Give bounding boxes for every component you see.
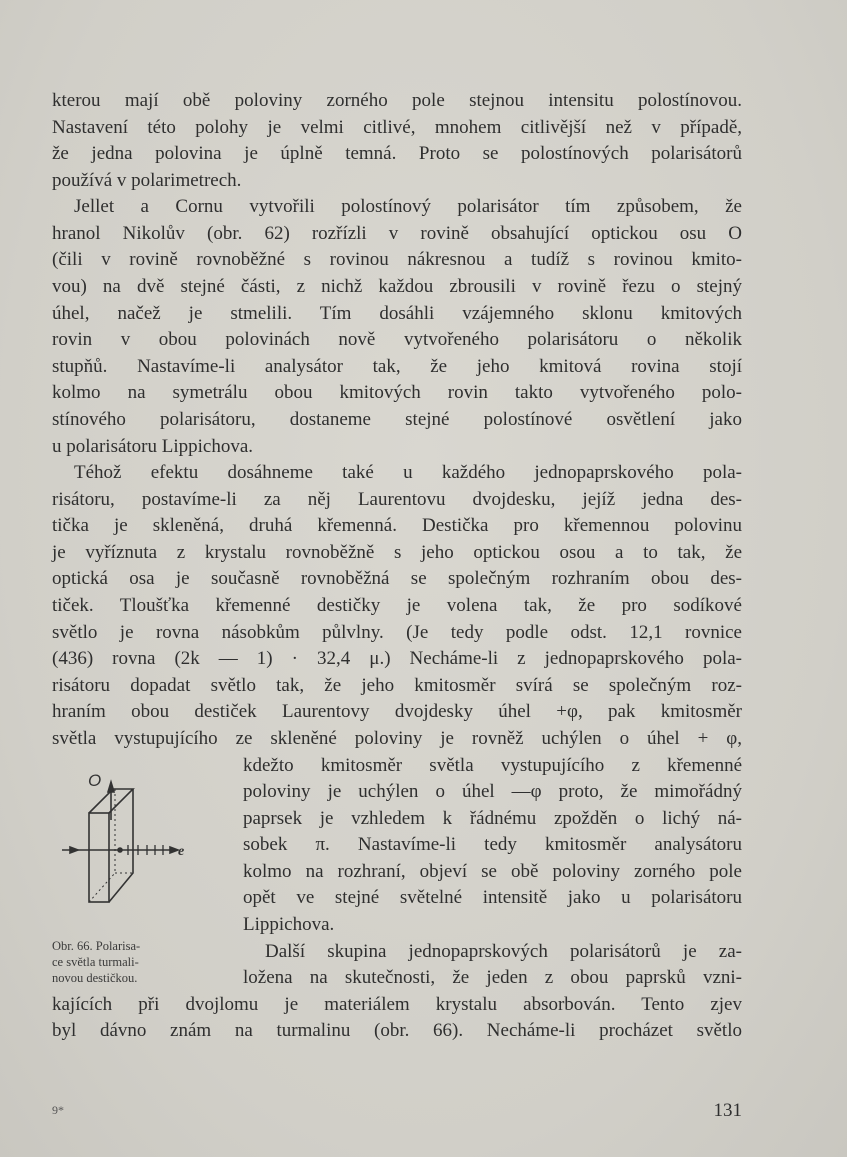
text-line: Další skupina jednopaprskových polarisátorů je za- bbox=[265, 941, 742, 962]
plate-front-face bbox=[89, 813, 109, 902]
caption-line: novou destičkou. bbox=[52, 971, 138, 985]
text-line: vou) na dvě stejné části, z nichž každou zbrousili v rovině řezu o stejný bbox=[52, 276, 742, 297]
text-line: že jedna polovina je úplně temná. Proto se polostínových polarisátorů bbox=[52, 143, 742, 164]
plate-right-face bbox=[109, 789, 133, 902]
text-line: hraním obou destiček Laurentovy dvojdesky úhel +φ, pak kmitosměr bbox=[52, 701, 742, 722]
text-line: světla vystupujícího ze skleněné poloviny je rovněž uchýlen o úhel + φ, bbox=[52, 728, 742, 749]
signature-mark: 9* bbox=[52, 1103, 64, 1117]
text-line: kolmo na rozhraní, objeví se obě poloviny zorného pole bbox=[243, 861, 742, 882]
text-line: byl dávno znám na turmalinu (obr. 66). Necháme-li procházet světlo bbox=[52, 1020, 742, 1041]
text-line: světlo je rovna násobkům půlvlny. (Je tedy podle odst. 12,1 rovnice bbox=[52, 622, 742, 643]
caption-line: ce světla turmali- bbox=[52, 955, 139, 969]
axis-label-o: O bbox=[88, 771, 102, 790]
text-line: stínového polarisátoru, dostaneme stejné polostínové osvětlení jako bbox=[52, 409, 742, 430]
text-line: opět ve stejné světelné intensitě jako u polarisátoru bbox=[243, 887, 742, 908]
text-line: sobek π. Nastavíme-li tedy kmitosměr analysátoru bbox=[243, 834, 742, 855]
text-line: kajících při dvojlomu je materiálem krystalu absorbován. Tento zjev bbox=[52, 994, 742, 1015]
figure-caption bbox=[52, 938, 202, 986]
optic-axis-arrow-icon bbox=[108, 782, 114, 792]
text-line: kolmo na symetrálu obou kmitových rovin takto vytvořeného polo- bbox=[52, 382, 742, 403]
text-line: je vyříznuta z krystalu rovnoběžně s jeho optickou osou a to tak, že bbox=[52, 542, 742, 563]
text-line: stupňů. Nastavíme-li analysátor tak, že jeho kmitová rovina stojí bbox=[52, 356, 742, 377]
text-line: úhel, načež je stmelili. Tím dosáhli vzájemného sklonu kmitových bbox=[52, 303, 742, 324]
text-line: optická osa je současně rovnoběžná se společným rozhraním obou des- bbox=[52, 568, 742, 589]
text-line: Jellet a Cornu vytvořili polostínový polarisátor tím způsobem, že bbox=[74, 196, 742, 217]
axis-label-e: e bbox=[178, 844, 185, 859]
text-line: poloviny je uchýlen o úhel —φ proto, že mimořádný bbox=[243, 781, 742, 802]
text-line: u polarisátoru Lippichova. bbox=[52, 436, 254, 457]
text-line: rovin v obou polovinách nově vytvořeného polarisátoru o několik bbox=[52, 329, 742, 350]
text-line: tička je skleněná, druhá křemenná. Destička pro křemennou polovinu bbox=[52, 515, 742, 536]
text-line: paprsek je vzhledem k řádnému zpožděn o lichý ná- bbox=[243, 808, 742, 829]
text-line: tiček. Tloušťka křemenné destičky je volena tak, že pro sodíkové bbox=[52, 595, 742, 616]
text-line: Lippichova. bbox=[243, 914, 335, 935]
text-line: hranol Nikolův (obr. 62) rozřízli v rovině obsahující optickou osu O bbox=[52, 223, 742, 244]
page-number: 131 bbox=[713, 1100, 742, 1121]
text-line: Nastavení této polohy je velmi citlivé, mnohem citlivější než v případě, bbox=[52, 117, 742, 138]
text-line: risátoru, postavíme-li za něj Laurentovu dvojdesku, jejíž jedna des- bbox=[52, 489, 742, 510]
text-line: (436) rovna (2k — 1) · 32,4 μ.) Necháme-li z jednopaprskového pola- bbox=[52, 648, 742, 669]
ray-arrow-icon bbox=[70, 847, 78, 853]
text-line: Téhož efektu dosáhneme také u každého jednopaprskového pola- bbox=[74, 462, 742, 483]
text-line: používá v polarimetrech. bbox=[52, 170, 242, 191]
text-line: ložena na skutečnosti, že jeden z obou paprsků vzni- bbox=[243, 967, 742, 988]
text-line: kdežto kmitosměr světla vystupujícího z křemenné bbox=[243, 755, 742, 776]
text-line: risátoru dopadat světlo tak, že jeho kmitosměr svírá se společným roz- bbox=[52, 675, 742, 696]
text-line: (čili v rovině rovnoběžné s rovinou nákresnou a tudíž s rovinou kmito- bbox=[52, 249, 742, 270]
text-line: kterou mají obě poloviny zorného pole stejnou intensitu polostínovou. bbox=[52, 90, 742, 111]
caption-line: Obr. 66. Polarisa- bbox=[52, 939, 141, 953]
